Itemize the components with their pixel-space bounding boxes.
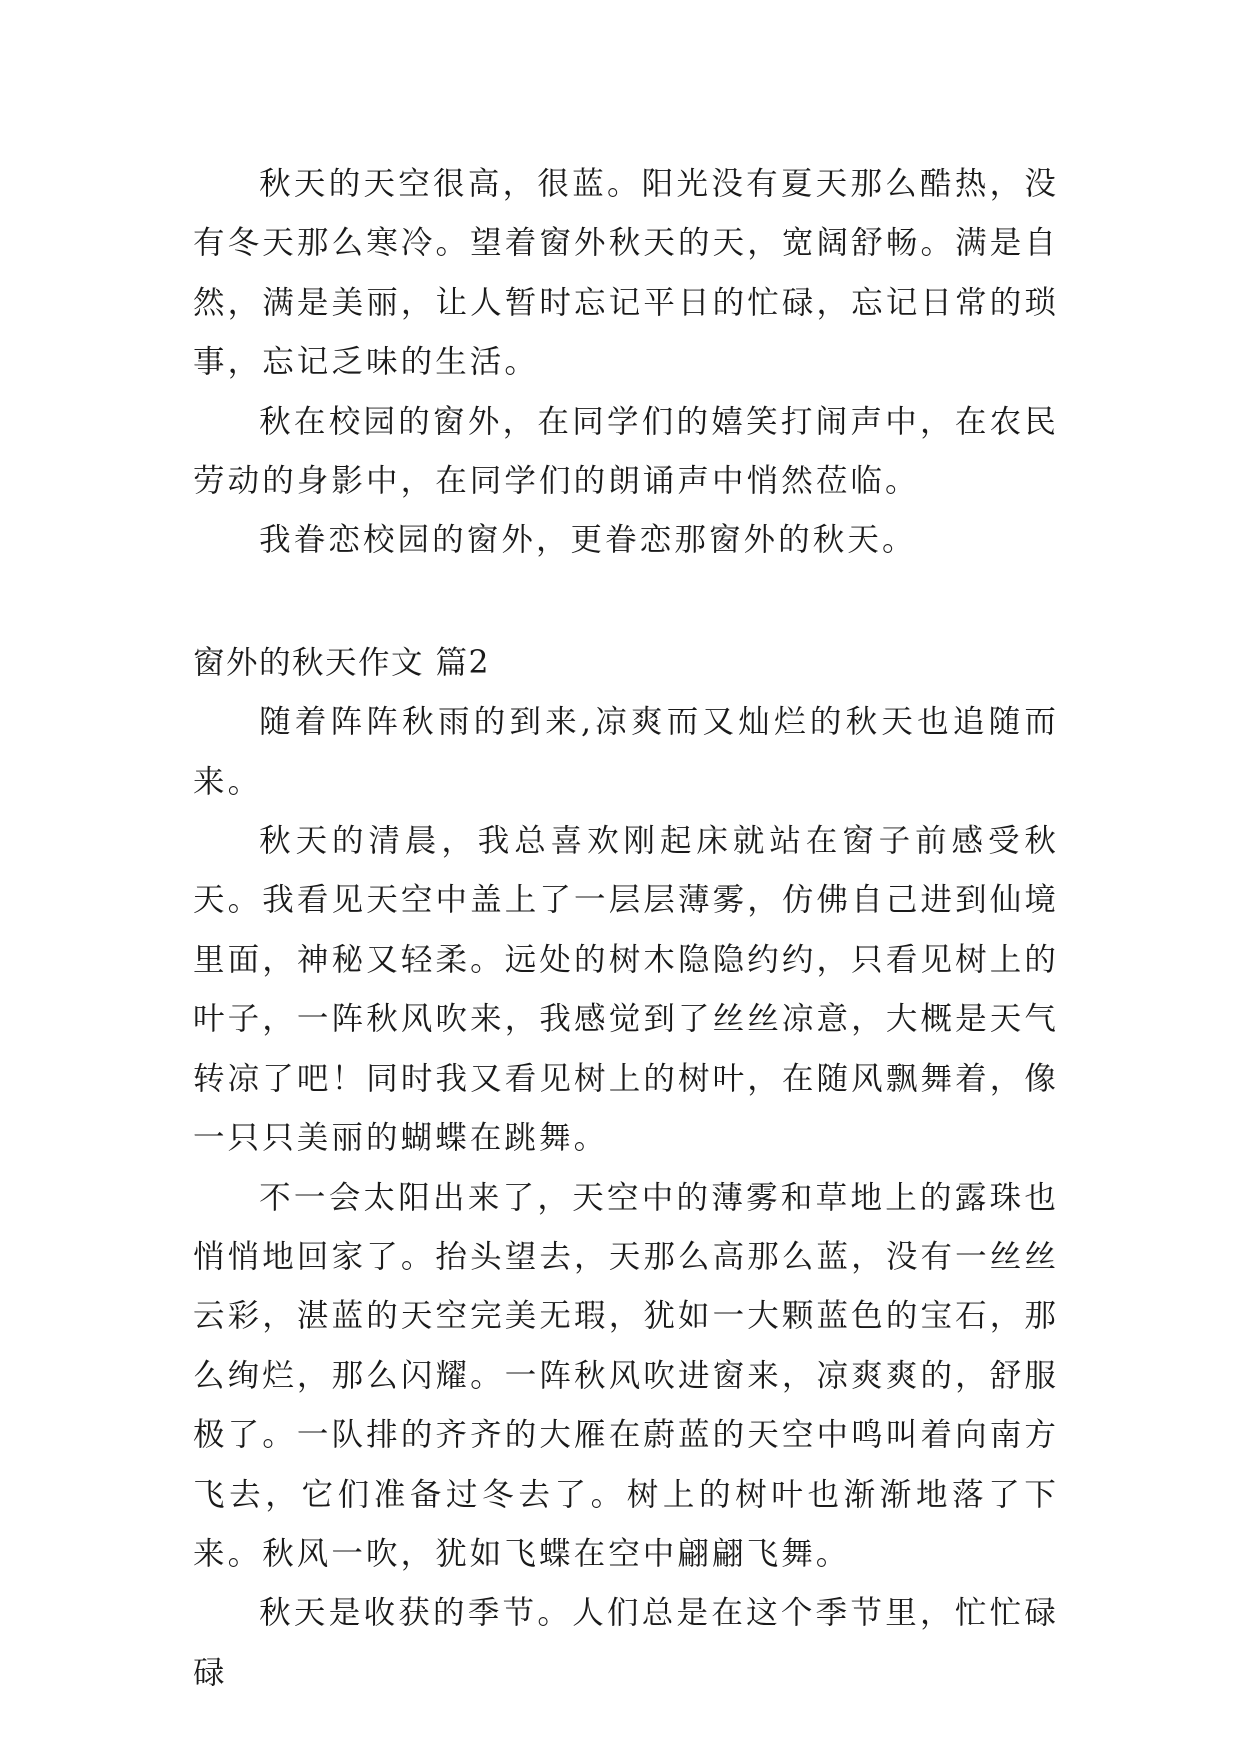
essay-title: 窗外的秋天作文 xyxy=(193,644,425,681)
paragraph: 不一会太阳出来了，天空中的薄雾和草地上的露珠也悄悄地回家了。抬头望去，天那么高那么蓝，没有一丝丝云彩，湛蓝的天空完美无瑕，犹如一大颗蓝色的宝石，那么绚烂，那么闪耀。一阵秋风吹进窗来，凉爽爽的，舒服极了。一队排的齐齐的大雁在蔚蓝的天空中鸣叫着向南方飞去，它们准备过冬去了。树上的树叶也渐渐地落了下来。秋风一吹，犹如飞蝶在空中翩翩飞舞。 xyxy=(193,1179,1059,1572)
essay-body xyxy=(193,155,1059,1703)
paragraph: 秋天是收获的季节。人们总是在这个季节里，忙忙碌碌 xyxy=(193,1595,1059,1691)
paragraph: 秋天的天空很高，很蓝。阳光没有夏天那么酷热，没有冬天那么寒冷。望着窗外秋天的天，宽阔舒畅。满是自然，满是美丽，让人暂时忘记平日的忙碌，忘记日常的琐事，忘记乏味的生活。 xyxy=(193,166,1059,381)
section-spacer xyxy=(193,571,1059,634)
paragraph: 秋天的清晨，我总喜欢刚起床就站在窗子前感受秋天。我看见天空中盖上了一层层薄雾，仿佛自己进到仙境里面，神秘又轻柔。远处的树木隐隐约约，只看见树上的叶子，一阵秋风吹来，我感觉到了丝丝凉意，大概是天气转凉了吧！同时我又看见树上的树叶，在随风飘舞着，像一只只美丽的蝴蝶在跳舞。 xyxy=(193,823,1059,1157)
paragraph: 随着阵阵秋雨的到来,凉爽而又灿烂的秋天也追随而来。 xyxy=(193,704,1059,800)
section-heading xyxy=(193,634,1059,693)
part-label: 篇2 xyxy=(435,644,491,681)
paragraph: 我眷恋校园的窗外，更眷恋那窗外的秋天。 xyxy=(259,522,917,559)
paragraph: 秋在校园的窗外，在同学们的嬉笑打闹声中，在农民劳动的身影中，在同学们的朗诵声中悄然莅临。 xyxy=(193,403,1059,500)
